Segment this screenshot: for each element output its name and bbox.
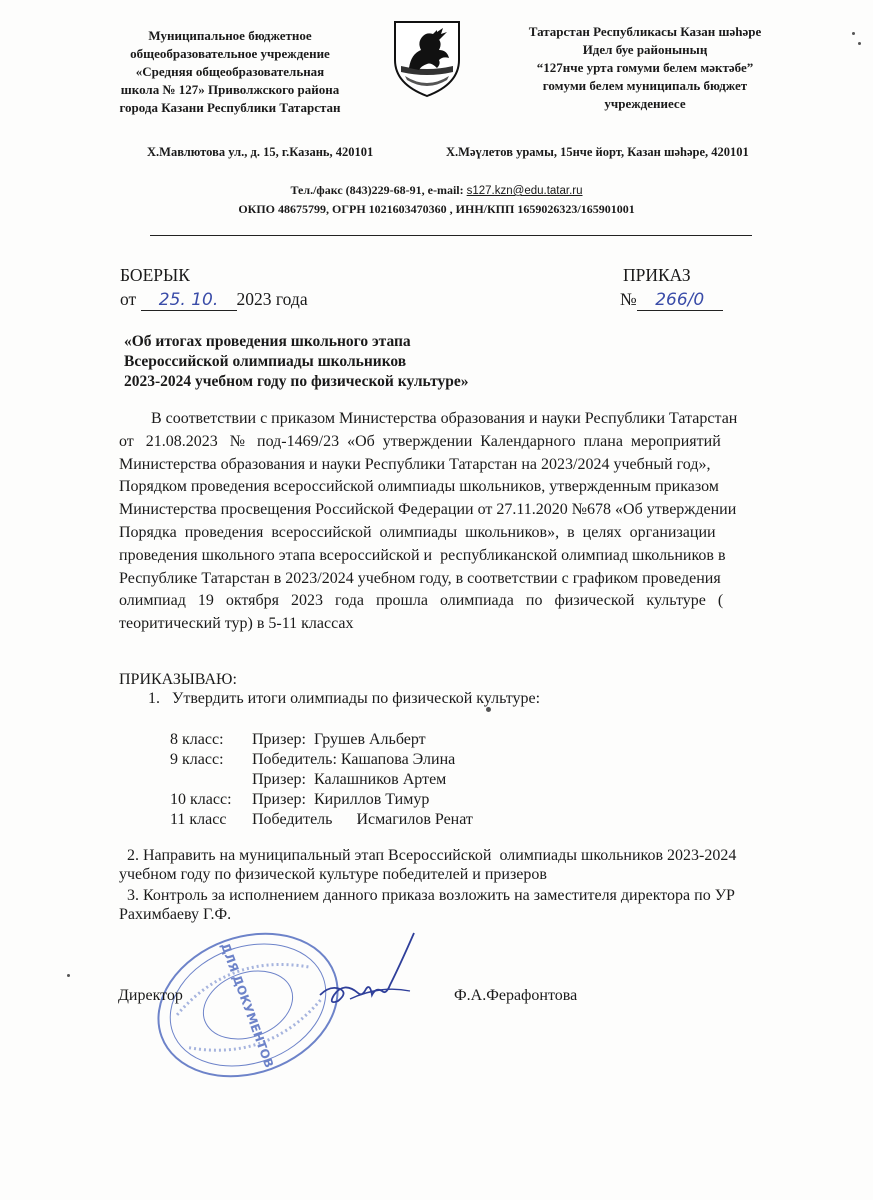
header-left-line: Муниципальное бюджетное [148, 28, 312, 43]
winner-text: Призер: Грушев Альберт [252, 731, 426, 748]
winner-text: Призер: Кириллов Тимур [252, 791, 430, 808]
item3-line: Рахимбаеву Г.Ф. [119, 905, 232, 923]
contacts-block [0, 181, 873, 218]
phone-line [0, 181, 873, 200]
email-link[interactable]: s127.kzn@edu.tatar.ru [466, 185, 583, 197]
number-prefix: № [620, 289, 637, 309]
header-right-org [510, 23, 780, 113]
number-handwritten: 266/0 [655, 290, 705, 310]
winner-row [170, 791, 430, 809]
item2-line: 2. Направить на муниципальный этап Всероссийской олимпиады школьников 2023-2024 [119, 847, 737, 864]
header-left-line: «Средняя общеобразовательная [135, 64, 325, 79]
body-line: теоритический тур) в 5-11 классах [119, 615, 354, 633]
winner-row [170, 811, 473, 829]
director-label: Директор [118, 987, 183, 1004]
header-right-line: учреждениесе [604, 96, 686, 111]
date-prefix: от [120, 289, 137, 309]
phone-label: Тел./факс (843)229-68-91, e-mail: [290, 183, 467, 197]
director-name: Ф.А.Ферафонтова [454, 987, 578, 1004]
doc-type-tatar: БОЕРЫК [120, 265, 190, 285]
winner-text: Призер: Калашников Артем [252, 771, 447, 788]
stamp-text: ДЛЯ ДОКУМЕНТОВ [217, 941, 277, 1070]
doc-type-russian: ПРИКАЗ [623, 265, 691, 285]
subject-line: «Об итогах проведения школьного этапа [124, 333, 411, 350]
registry-line: ОКПО 48675799, ОГРН 1021603470360 , ИНН/КПП 1659026323/165901001 [238, 202, 635, 216]
scan-speck [67, 974, 70, 977]
body-line: Республике Татарстан в 2023/2024 учебном году, в соответствии с графиком проведения [119, 569, 721, 587]
winner-text: Победитель Исмагилов Ренат [252, 811, 473, 828]
order-item-3 [119, 887, 735, 924]
winner-grade: 10 класс: [170, 791, 232, 808]
order-heading: ПРИКАЗЫВАЮ: [119, 671, 237, 688]
director-signature [310, 925, 425, 1015]
header-right-line: Татарстан Республикасы Казан шәһәре [528, 24, 762, 39]
winner-grade: 11 класс [170, 811, 227, 828]
subject-line: Всероссийской олимпиады школьников [124, 353, 407, 370]
header-left-line: школа № 127» Приволжского района [120, 82, 340, 97]
header-left-line: города Казани Республики Татарстан [119, 100, 341, 115]
winner-row [170, 751, 456, 769]
body-line: В соответствии с приказом Министерства образования и науки Республики Татарстан [119, 410, 738, 427]
address-right: Х.Мәүлетов урамы, 15нче йорт, Казан шәһәре, 420101 [446, 145, 749, 159]
winner-grade: 8 класс: [170, 731, 224, 748]
scan-speck [852, 32, 855, 35]
header-left-line: общеобразовательное учреждение [130, 46, 330, 61]
winner-grade: 9 класс: [170, 751, 224, 768]
order-item-2 [119, 847, 736, 884]
subject-line: 2023-2024 учебном году по физической культуре» [124, 373, 469, 390]
body-line: олимпиад 19 октября 2023 года прошла олимпиада по физической культуре ( [119, 592, 724, 610]
header-right-line: гомуми белем муниципаль бюджет [542, 78, 748, 93]
date-suffix: 2023 года [236, 289, 308, 309]
body-line: Министерства образования и науки Республики Татарстан на 2023/2024 учебный год», [119, 455, 711, 473]
number-line [620, 289, 723, 311]
body-line: Министерства просвещения Российской Федерации от 27.11.2020 №678 «Об утверждении [119, 501, 737, 519]
header-right-line: “127нче урта гомуми белем мәктәбе” [536, 60, 754, 75]
header-divider [150, 235, 752, 236]
body-line: Порядка проведения всероссийской олимпиады школьников», в целях организации [119, 523, 716, 541]
body-line: Порядком проведения всероссийской олимпиады школьников, утвержденным приказом [119, 478, 719, 496]
scan-speck [486, 707, 491, 712]
scan-speck [858, 42, 861, 45]
date-line [120, 289, 308, 311]
item3-line: 3. Контроль за исполнением данного приказа возложить на заместителя директора по УР [119, 887, 735, 904]
body-line: проведения школьного этапа всероссийской и республиканской олимпиад школьников в [119, 546, 726, 564]
order-item-1: 1. Утвердить итоги олимпиады по физической культуре: [148, 690, 541, 707]
date-handwritten: 25. 10. [158, 290, 219, 310]
address-left: Х.Мавлютова ул., д. 15, г.Казань, 420101 [147, 145, 374, 159]
number-field [637, 289, 723, 311]
header-left-org [100, 27, 360, 117]
header-right-line: Идел буе районының [582, 42, 708, 57]
body-line: от 21.08.2023 № под-1469/23 «Об утверждении Календарного плана мероприятий [119, 432, 721, 450]
winner-row [170, 731, 426, 749]
order-subject [124, 332, 469, 392]
date-field [141, 289, 237, 311]
order-body [119, 408, 783, 636]
winner-text: Победитель: Кашапова Элина [252, 751, 456, 768]
item2-line: учебном году по физической культуре победителей и призеров [119, 865, 547, 883]
kazan-emblem-icon [387, 20, 467, 98]
